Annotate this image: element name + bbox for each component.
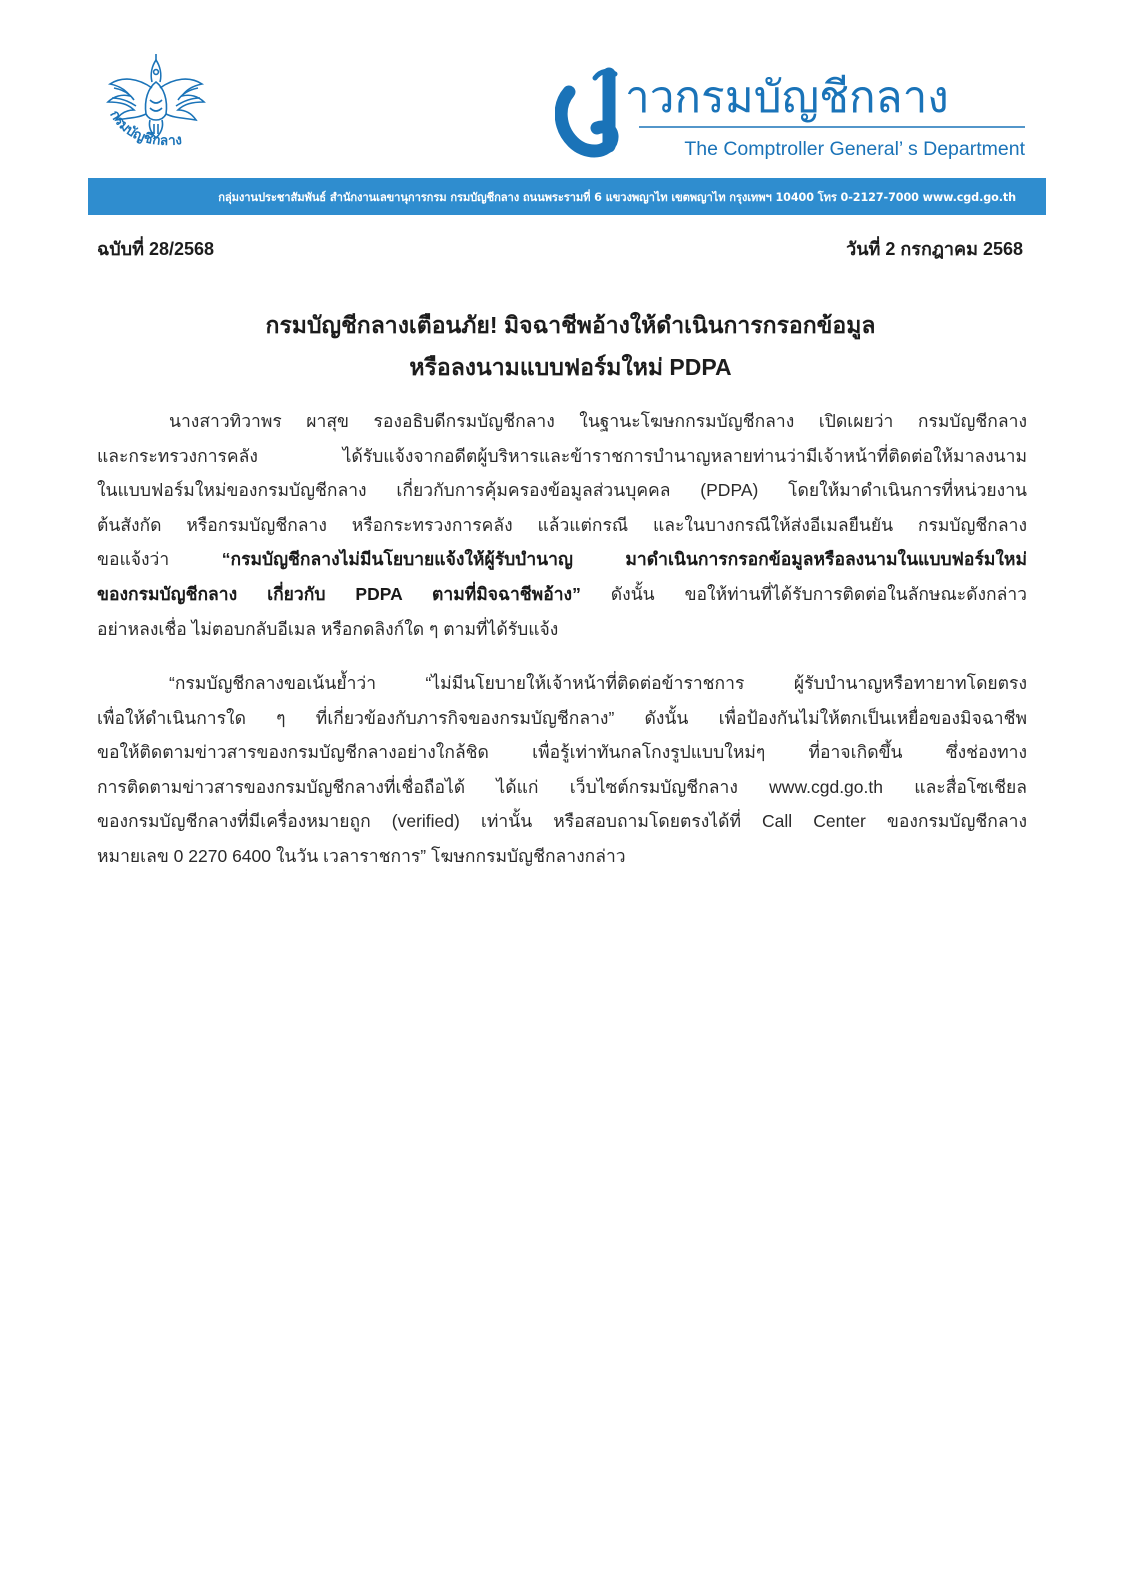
paragraph-line: ในแบบฟอร์มใหม่ของกรมบัญชีกลาง เกี่ยวกับการคุ้มครองข้อมูลส่วนบุคคล (PDPA) โดยให้มาดำเนินการที่หน่วยงาน (97, 480, 1027, 501)
press-release-title (0, 304, 1141, 388)
paragraph-line: ของกรมบัญชีกลางที่มีเครื่องหมายถูก (verified) เท่านั้น หรือสอบถามโดยตรงได้ที่ Call Center ของกรมบัญชีกลาง (97, 811, 1027, 832)
paragraph-line: ต้นสังกัด หรือกรมบัญชีกลาง หรือกระทรวงการคลัง แล้วแต่กรณี และในบางกรณีให้ส่งอีเมลยืนยัน กรมบัญชีกลาง (97, 514, 1027, 535)
paragraph-line (97, 542, 1027, 577)
svg-text:กรมบัญชีกลาง (106, 107, 182, 148)
garuda-emblem-logo (100, 48, 212, 163)
paragraph-line: ขอให้ติดตามข่าวสารของกรมบัญชีกลางอย่างใกล้ชิด เพื่อรู้เท่าทันกลโกงรูปแบบใหม่ๆ ที่อาจเกิดขึ้น ซึ่งช่องทาง (97, 742, 1027, 763)
paragraph-line: หมายเลข 0 2270 6400 ในวัน เวลาราชการ” โฆษกกรมบัญชีกลางกล่าว (97, 845, 626, 866)
paragraph-line: นางสาวทิวาพร ผาสุข รองอธิบดีกรมบัญชีกลาง ในฐานะโฆษกกรมบัญชีกลาง เปิดเผยว่า กรมบัญชีกลาง (169, 411, 1027, 431)
title-line: กรมบัญชีกลางเตือนภัย! มิจฉาชีพอ้างให้ดำเนินการกรอกข้อมูล (265, 312, 876, 338)
paragraph-1 (97, 404, 1027, 646)
masthead-logo (555, 62, 1030, 172)
paragraph-line: และกระทรวงการคลัง ได้รับแจ้งจากอดีตผู้บริหารและข้าราชการบำนาญหลายท่านว่ามีเจ้าหน้าที่ติดต่อให้มาลงนาม (97, 445, 1027, 466)
emblem-caption: กรมบัญชีกลาง (106, 107, 183, 149)
contact-info-bar: กลุ่มงานประชาสัมพันธ์ สำนักงานเลขานุการกรม กรมบัญชีกลาง ถนนพระรามที่ 6 แขวงพญาไท เขตพญาไท กรุงเทพฯ 10400 โทร 0-2127-7000 www.cgd.go.th (88, 178, 1046, 215)
title-line: หรือลงนามแบบฟอร์มใหม่ PDPA (409, 354, 732, 380)
paragraph-text: ดังนั้น ขอให้ท่านที่ได้รับการติดต่อในลักษณะดังกล่าว (580, 583, 1027, 604)
emphasis-statement: ของกรมบัญชีกลาง เกี่ยวกับ PDPA ตามที่มิจฉาชีพอ้าง” (97, 583, 581, 604)
issue-date: วันที่ 2 กรกฎาคม 2568 (846, 239, 1023, 259)
issue-number: ฉบับที่ 28/2568 (97, 239, 215, 259)
paragraph-line: เพื่อให้ดำเนินการใด ๆ ที่เกี่ยวข้องกับภารกิจของกรมบัญชีกลาง” ดังนั้น เพื่อป้องกันไม่ให้ตกเป็นเหยื่อของมิจฉาชีพ (97, 707, 1027, 728)
paragraph-2 (97, 666, 1027, 874)
masthead-title: าวกรมบัญชีกลาง (625, 72, 949, 123)
masthead-english: The Comptroller General’ s Department (684, 138, 1025, 160)
paragraph-line: “กรมบัญชีกลางขอเน้นย้ำว่า “ไม่มีนโยบายให้เจ้าหน้าที่ติดต่อข้าราชการ ผู้รับบำนาญหรือทายาทโดยตรง (169, 673, 1027, 693)
paragraph-line: อย่าหลงเชื่อ ไม่ตอบกลับอีเมล หรือกดลิงก์ใด ๆ ตามที่ได้รับแจ้ง (97, 618, 559, 639)
paragraph-text: ขอแจ้งว่า (97, 549, 222, 570)
paragraph-line (97, 577, 1027, 612)
paragraph-line: การติดตามข่าวสารของกรมบัญชีกลางที่เชื่อถือได้ ได้แก่ เว็บไซต์กรมบัญชีกลาง www.cgd.go.th และสื่อโซเชียล (97, 776, 1027, 797)
emphasis-statement: “กรมบัญชีกลางไม่มีนโยบายแจ้งให้ผู้รับบำนาญ มาดำเนินการกรอกข้อมูลหรือลงนามในแบบฟอร์มใหม่ (221, 549, 1027, 570)
